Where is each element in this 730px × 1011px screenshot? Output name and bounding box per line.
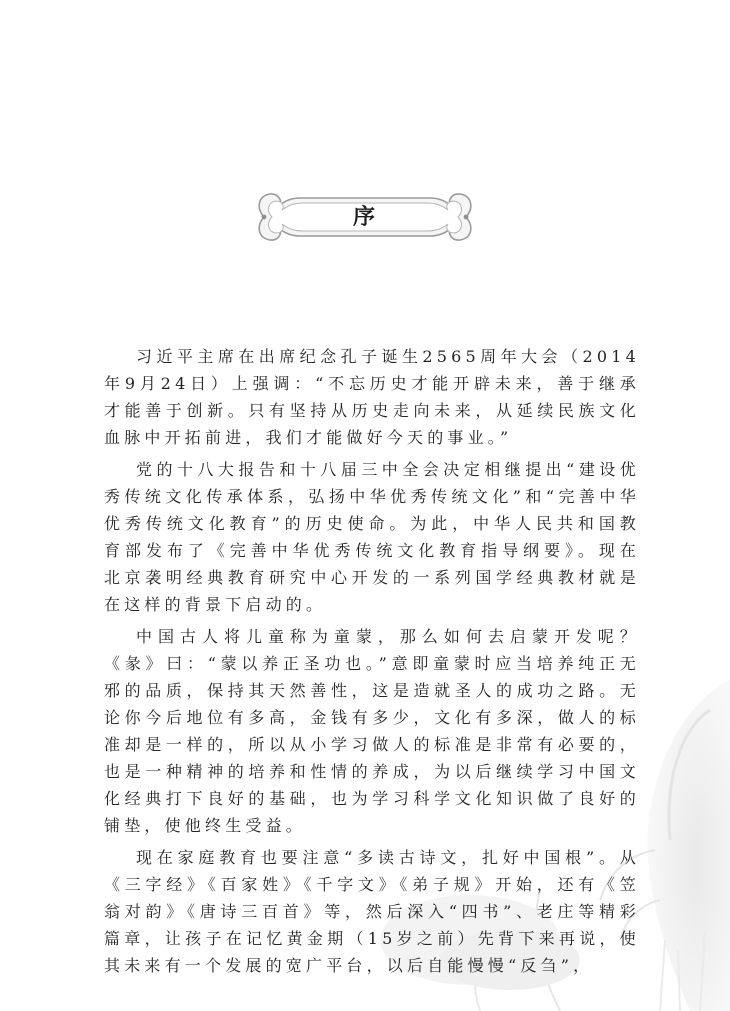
paragraph: 中国古人将儿童称为童蒙，那么如何去启蒙开发呢？《彖》曰：“蒙以养正圣功也。”意即童蒙时应当培养纯正无邪的品质，保持其天然善性，这是造就圣人的成功之路。无论你今后地位有多高，金钱有多少，文化有多深，做人的标准却是一样的，所以从小学习做人的标准是非常有必要的，也是一种精神的培养和性情的养成，为以后继续学习中国文化经典打下良好的基础，也为学习科学文化知识做了良好的铺垫，使他终生受益。: [104, 627, 640, 835]
paragraph: 党的十八大报告和十八届三中全会决定相继提出“建设优秀传统文化传承体系，弘扬中华优秀传统文化”和“完善中华优秀传统文化教育”的历史使命。为此，中华人民共和国教育部发布了《完善中华优秀传统文化教育指导纲要》。现在北京袭明经典教育研究中心开发的一系列国学经典教材就是在这样的背景下启动的。: [104, 460, 640, 614]
body-text: [104, 343, 640, 984]
paragraph: 习近平主席在出席纪念孔子诞生2565周年大会（2014年9月24日）上强调：“不忘历史才能开辟未来，善于继承才能善于创新。只有坚持从历史走向未来，从延续民族文化血脉中开拓前进，我们才能做好今天的事业。”: [104, 347, 640, 447]
paragraph: 现在家庭教育也要注意“多读古诗文，扎好中国根”。从《三字经》《百家姓》《千字文》《弟子规》开始，还有《笠翁对韵》《唐诗三百首》等，然后深入“四书”、老庄等精彩篇章，让孩子在记忆黄金期（15岁之前）先背下来再说，使其未来有一个发展的宽广平台，以后自能慢慢“反刍”，: [104, 848, 640, 975]
page-title: 序: [352, 204, 377, 230]
title-banner: [252, 186, 478, 248]
